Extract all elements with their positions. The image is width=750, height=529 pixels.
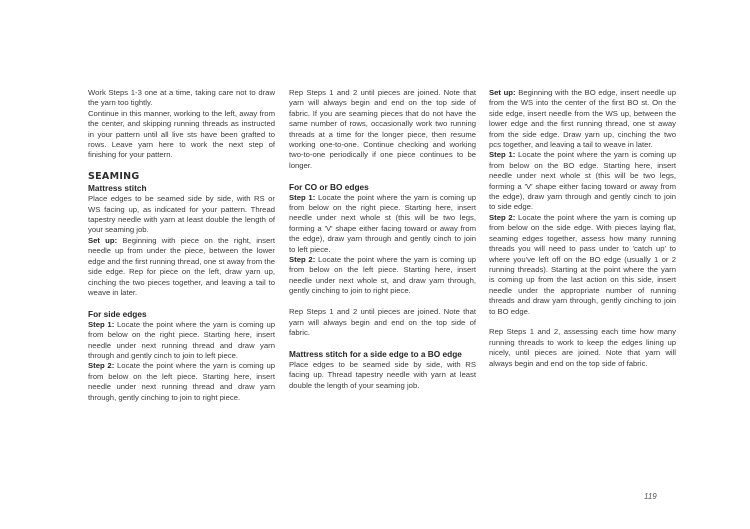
rep2-paragraph: Rep Steps 1 and 2 until pieces are joined. Note that yarn will always begin and end on the top side of fabric.: [289, 307, 476, 337]
setup-text: Beginning with piece on the right, insert needle up from under the piece, between the lower edge and the first running thread, one st away from the side edge. Rep for piece on the left, draw yarn up, cinching the two pieces together, and leaving a tail to weave in later.: [88, 235, 276, 297]
setup-label: Set up:: [489, 88, 516, 97]
column-1: [88, 88, 275, 403]
mattress-paragraph: Place edges to be seamed side by side, with RS or WS facing up, as indicated for your pattern. Thread tapestry needle with yarn at least double the length of your seaming job.: [88, 194, 275, 235]
step1-label: Step 1:: [489, 150, 516, 160]
step2-label: Step 2:: [489, 212, 516, 222]
setup-label: Set up:: [88, 235, 118, 245]
step1-text: Locate the point where the yarn is coming up from below on the BO edge. Starting here, insert needle under next whole st (this will be two legs, forming a 'V' shape either facing toward or away from the edge), draw yarn through and gently cinch to join to side edge.: [489, 150, 676, 212]
step2-label: Step 2:: [289, 255, 316, 265]
page-number: 119: [644, 492, 657, 501]
step2-text: Locate the point where the yarn is coming up from below on the left piece. Starting here, insert needle under next whole st, and draw yarn through, gently cinching to join to right piece.: [289, 255, 476, 296]
step1-label: Step 1:: [289, 192, 316, 202]
step2-text: Locate the point where the yarn is coming up from below on the left piece. Starting here, insert needle under next running thread and draw yarn through, gently cinching to join to right piece.: [88, 361, 275, 402]
setup-paragraph: [489, 88, 676, 150]
setup-paragraph: [88, 236, 275, 298]
continue-paragraph: Continue in this manner, working to the left, away from the center, and skipping running threads as instructed in your pattern until all live sts have been grafted to rows. Leave yarn here to work the next step of finishing for your pattern.: [88, 108, 275, 160]
step1-paragraph: [289, 193, 476, 255]
heading-side-edges: For side edges: [88, 308, 147, 319]
heading-mattress-bo-edge: Mattress stitch for a side edge to a BO edge: [289, 348, 462, 359]
step2-label: Step 2:: [88, 361, 115, 371]
step1-text: Locate the point where the yarn is coming up from below on the right piece. Starting here, insert needle under next whole st (this will be two legs, forming a 'V' shape either facing toward or away from the edge), draw yarn through and gently cinch to join to left piece.: [289, 192, 476, 254]
step1-paragraph: [489, 150, 676, 212]
step1-label: Step 1:: [88, 319, 115, 329]
intro-paragraph: Work Steps 1-3 one at a time, taking care not to draw the yarn too tightly.: [88, 88, 275, 108]
step2-paragraph: [88, 361, 275, 403]
mattress-bo-paragraph: Place edges to be seamed side by side, with RS facing up. Thread tapestry needle with yarn at least double the length of your seaming job.: [289, 359, 476, 390]
step2-text: Locate the point where the yarn is coming up from below on the side edge. With pieces laying flat, seaming edges together, assess how many running threads you will need to pass under to 'catch up' to where you've left off on the BO edge (usually 1 or 2 running threads). Starting at the point where the yarn is coming up from the last action on this side, insert needle under the appropriate number of running threads and draw yarn through, gently cinching to join to BO edge.: [489, 212, 676, 316]
rep-paragraph: Rep Steps 1 and 2 until pieces are joined. Note that yarn will always begin and end on the top side of fabric. If you are seaming pieces that do not have the same number of rows, occasionally work two running threads at a time for the longer piece, then resume working one-to-one. Continue checking and working two-to-one periodically if one piece continues to be longer.: [289, 88, 476, 170]
step1-paragraph: [88, 320, 275, 362]
setup-text: Beginning with the BO edge, insert needle up from the WS into the center of the first BO st. On the side edge, insert needle from the WS up, between the lower edge and the first running thread, one st away from the side edge. Draw yarn up, cinching the two pcs together, and leaving a tail to weave in later.: [489, 88, 676, 150]
heading-mattress-stitch: Mattress stitch: [88, 183, 147, 194]
step2-paragraph: [289, 255, 476, 297]
step1-text: Locate the point where the yarn is coming up from below on the right piece. Starting here, insert needle under next running thread and draw yarn through and gently cinch to join to left piece.: [88, 319, 275, 360]
rep-paragraph: Rep Steps 1 and 2, assessing each time how many running threads to work to keep the edges lining up nicely, until pieces are joined. Note that yarn will always begin and end on the top side of fabric.: [489, 327, 676, 368]
heading-co-bo-edges: For CO or BO edges: [289, 181, 369, 192]
column-3: [489, 88, 676, 369]
column-2: [289, 88, 476, 391]
step2-paragraph: [489, 213, 676, 317]
section-title-seaming: SEAMING: [88, 170, 140, 182]
